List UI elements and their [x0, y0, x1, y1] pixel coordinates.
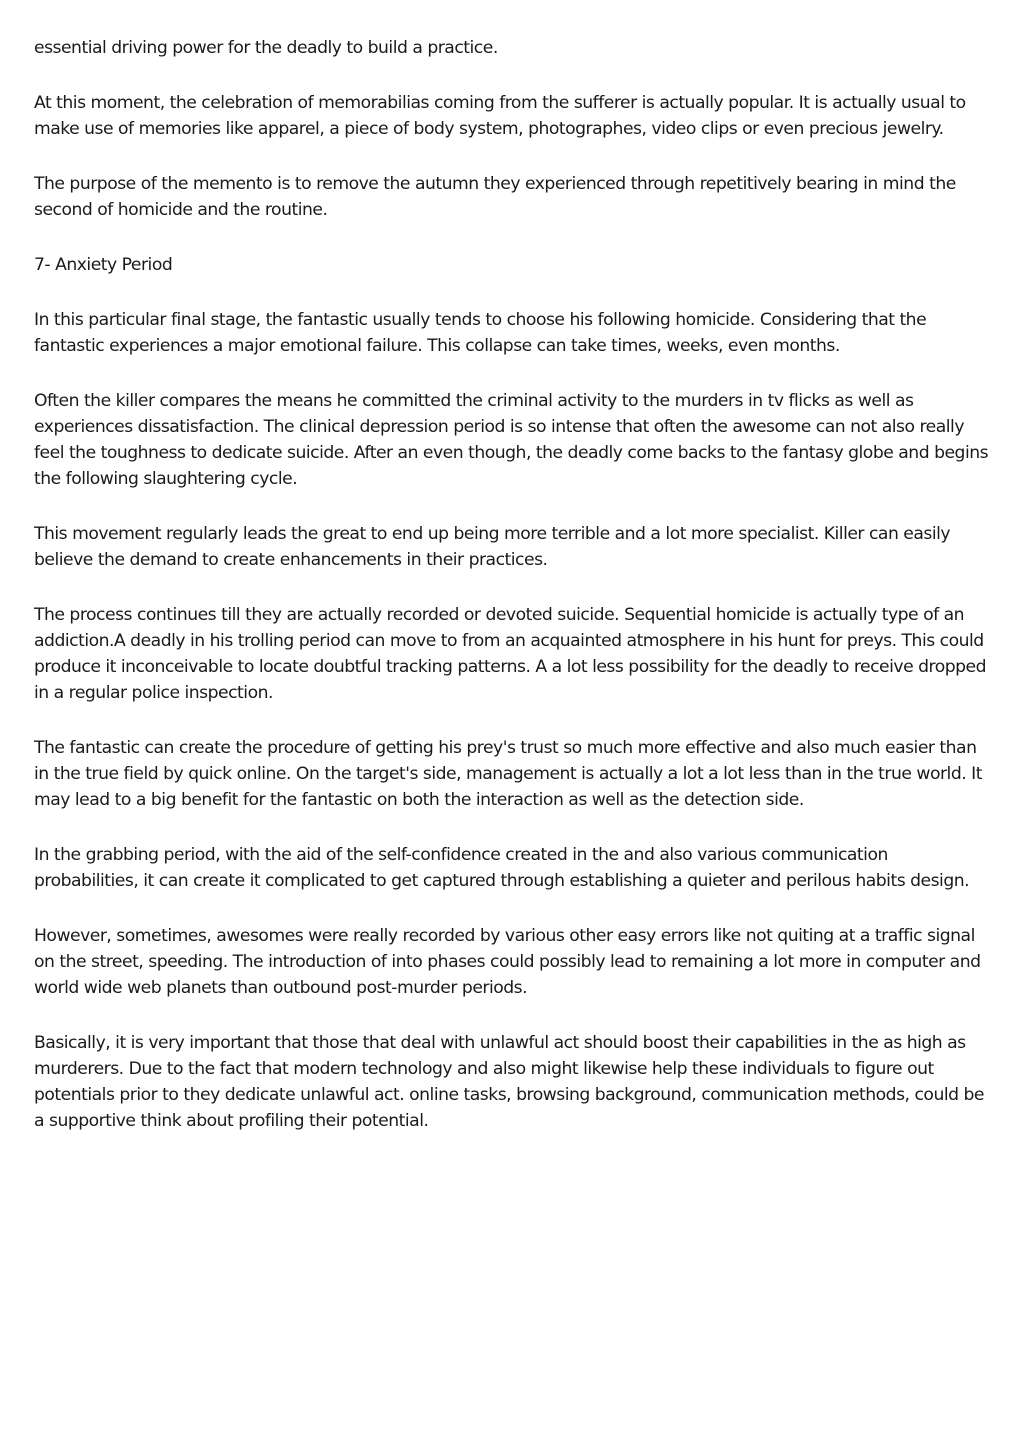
paragraph: In the grabbing period, with the aid of the self-confidence created in the and also various communication probabilities, it can create it complicated to get captured through establishing a quieter and perilous habits design. — [34, 845, 970, 891]
paragraph: In this particular final stage, the fantastic usually tends to choose his following homicide. Considering that the fantastic experiences a major emotional failure. This collapse can take times, weeks, even months. — [34, 310, 927, 356]
document-page — [34, 35, 992, 1163]
section-heading: 7- Anxiety Period — [34, 255, 173, 275]
paragraph: The fantastic can create the procedure of getting his prey's trust so much more effective and also much easier than in the true field by quick online. On the target's side, management is actually a lot a lot less than in the true world. It may lead to a big benefit for the fantastic on both the interaction as well as the detection side. — [34, 738, 982, 810]
paragraph: At this moment, the celebration of memorabilias coming from the sufferer is actually popular. It is actually usual to make use of memories like apparel, a piece of body system, photographes, video clips or even precious jewelry. — [34, 93, 966, 139]
paragraph: This movement regularly leads the great to end up being more terrible and a lot more specialist. Killer can easily believe the demand to create enhancements in their practices. — [34, 524, 951, 570]
paragraph: The process continues till they are actually recorded or devoted suicide. Sequential homicide is actually type of an addiction.A deadly in his trolling period can move to from an acquainted atmosphere in his hunt for preys. This could produce it inconceivable to locate doubtful tracking patterns. A a lot less possibility for the deadly to receive dropped in a regular police inspection. — [34, 605, 987, 703]
paragraph: essential driving power for the deadly to build a practice. — [34, 38, 498, 58]
paragraph: Basically, it is very important that those that deal with unlawful act should boost their capabilities in the as high as murderers. Due to the fact that modern technology and also might likewise help these individuals to figure out potentials prior to they dedicate unlawful act. online tasks, browsing background, communication methods, could be a supportive think about profiling their potential. — [34, 1033, 984, 1131]
paragraph: However, sometimes, awesomes were really recorded by various other easy errors like not quiting at a traffic signal on the street, speeding. The introduction of into phases could possibly lead to remaining a lot more in computer and world wide web planets than outbound post-murder periods. — [34, 926, 981, 998]
paragraph: Often the killer compares the means he committed the criminal activity to the murders in tv flicks as well as experiences dissatisfaction. The clinical depression period is so intense that often the awesome can not also really feel the toughness to dedicate suicide. After an even though, the deadly come backs to the fantasy globe and begins the following slaughtering cycle. — [34, 391, 989, 489]
paragraph: The purpose of the memento is to remove the autumn they experienced through repetitively bearing in mind the second of homicide and the routine. — [34, 174, 956, 220]
